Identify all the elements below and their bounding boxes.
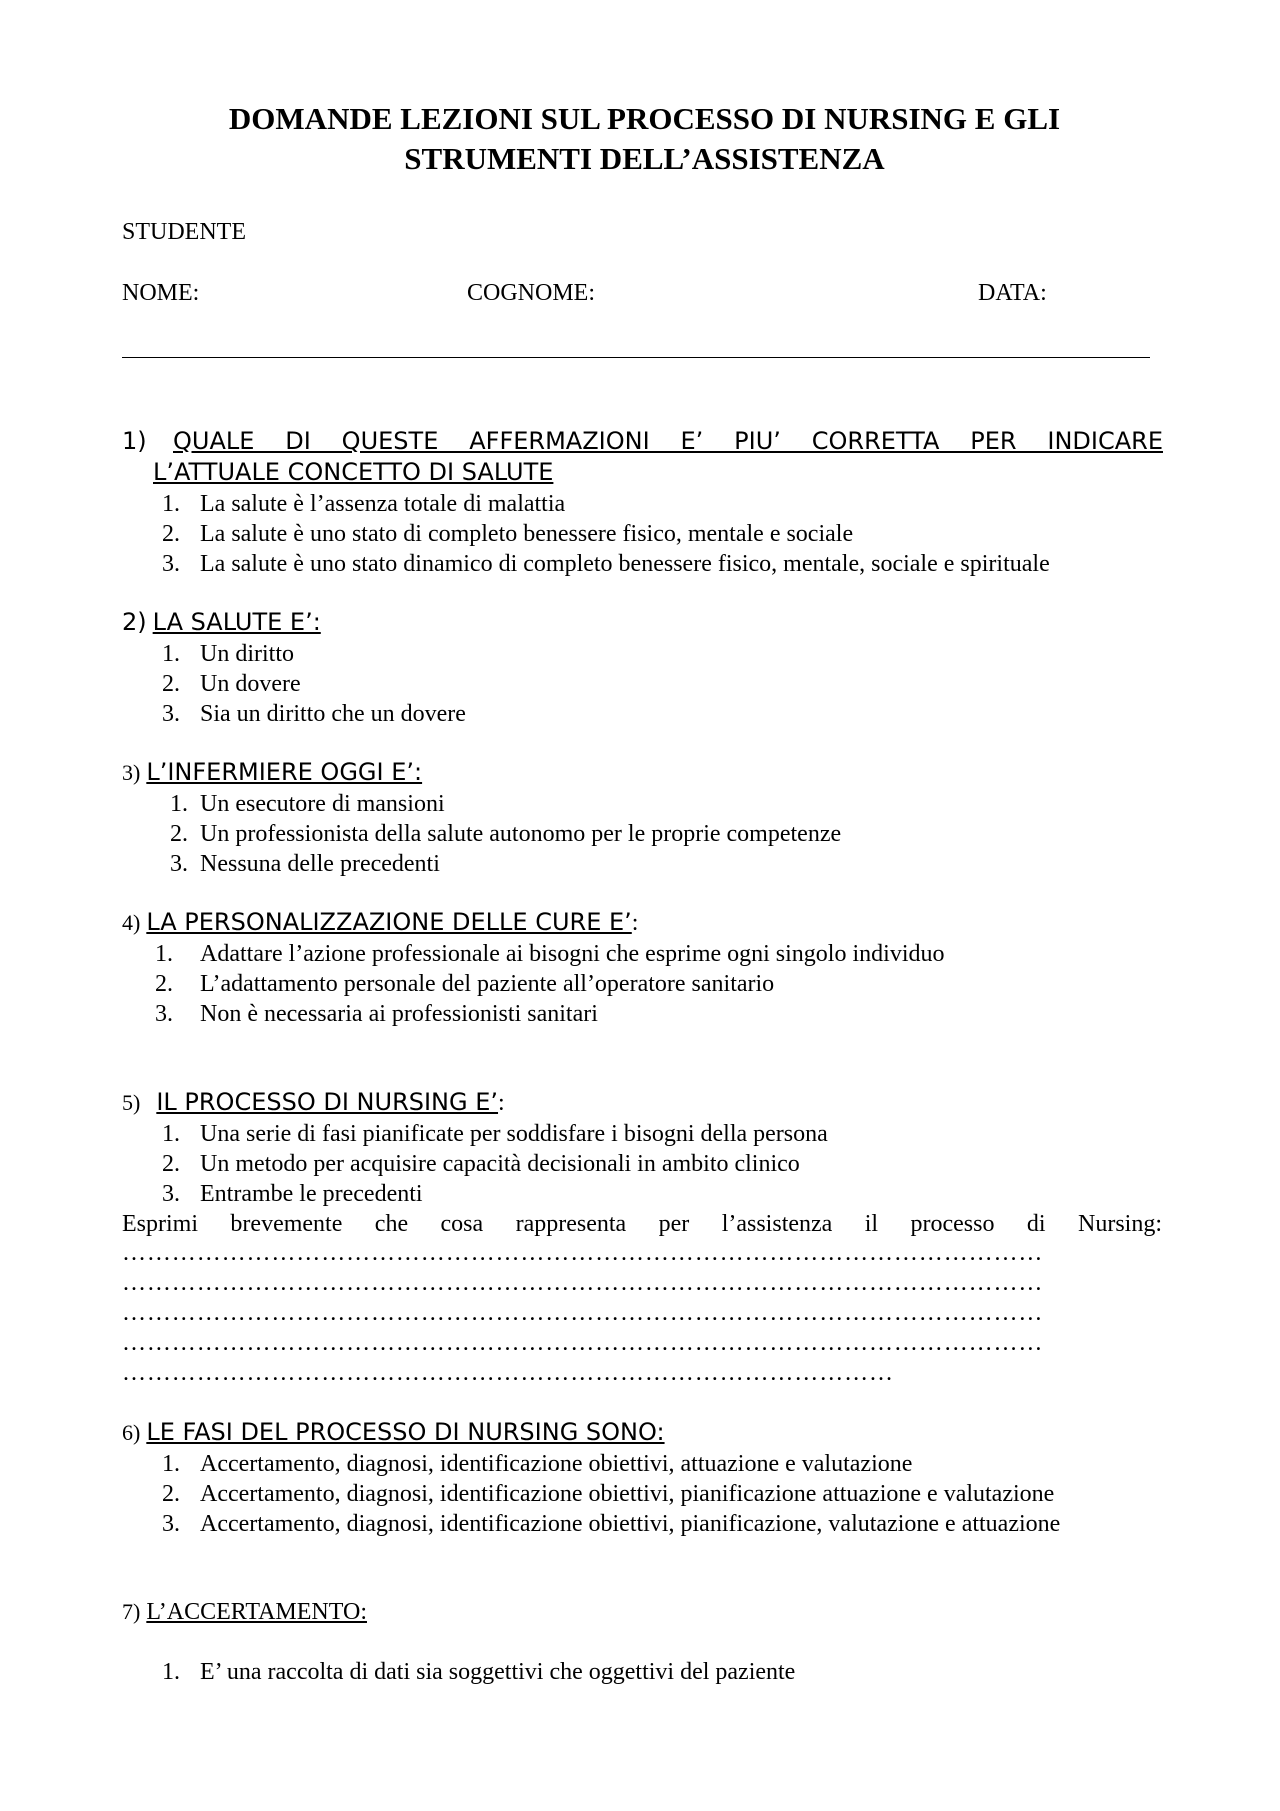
answer-line-4[interactable]: ………………………………………………………………………………………………… <box>122 1330 1044 1356</box>
document-title-line-2: STRUMENTI DELL’ASSISTENZA <box>404 141 885 176</box>
answer-line-2[interactable]: ………………………………………………………………………………………………… <box>122 1270 1044 1296</box>
question-5-prompt: Esprimi brevemente che cosa rappresenta per l’assistenza il processo di Nursing: <box>122 1211 1162 1237</box>
question-4-heading: 4) LA PERSONALIZZAZIONE DELLE CURE E’: <box>122 908 639 936</box>
question-6-heading: 6) LE FASI DEL PROCESSO DI NURSING SONO: <box>122 1418 665 1446</box>
header-separator <box>122 357 1150 358</box>
document-page: DOMANDE LEZIONI SUL PROCESSO DI NURSING E GLI STRUMENTI DELL’ASSISTENZA STUDENTE NOME: COGNOME: DATA: 1) QUALE DI QUESTE AFFERMAZIONI E’ PIU’ CORRETTA PER INDICARE L’ATTUALE CONCETTO DI SALUTE 1. La salute è l’assenza totale di malattia 2. La salute è uno stato di completo benessere fisico, mentale e sociale 3. La salute è uno stato dinamico di completo benessere fisico, mentale, sociale e spirituale 2) LA SALUTE E’: 1. Un diritto 2. Un dovere 3. Sia un diritto che un dovere 3) L’INFERMIERE OGGI E’: 1. Un esecutore di mansioni 2. Un professionista della salute autonomo per le proprie competenze 3. Nessuna delle precedenti 4) LA PERSONALIZZAZIONE DELLE CURE E’: 1. Adattare l’azione professionale ai bisogni che esprime ogni singolo individuo 2. L’adattamento personale del paziente all’operatore sanitario 3. Non è necessaria ai professionisti sanitari 5) IL PROCESSO DI NURSING E’: 1. Una serie di fasi pianificate per soddisfare i bisogni della persona 2. Un metodo per acquisire capacità decisionali in ambito clinico 3. Entrambe le precedenti Esprimi brevemente che cosa rappresenta per l’assistenza il processo di Nursing: ………………………………………………………………………………………………… ………………………………………………………………………………………………… ………………………………………………………………………………………………… ………………………………………………………………………………………………… ………………………………………………………………………………… 6) LE FASI DEL PROCESSO DI NURSING SONO: 1. Accertamento, diagnosi, identificazione obiettivi, attuazione e valutazione 2. Accertamento, diagnosi, identificazione obiettivi, pianificazione attuazione e valutazione 3. Accertamento, diagnosi, identificazione obiettivi, pianificazione, valutazione e attuazione 7) L’ACCERTAMENTO: 1. E’ una raccolta di dati sia soggettivi che oggettivi del paziente <box>0 0 1280 1811</box>
document-title-line-1: DOMANDE LEZIONI SUL PROCESSO DI NURSING E GLI <box>228 101 1061 136</box>
answer-line-1[interactable]: ………………………………………………………………………………………………… <box>122 1240 1044 1266</box>
question-1-text-line-1: QUALE DI QUESTE AFFERMAZIONI E’ PIU’ CORRETTA PER INDICARE <box>173 427 1163 455</box>
student-label: STUDENTE <box>122 219 246 245</box>
surname-label: COGNOME: <box>467 280 596 306</box>
question-2-heading: 2) LA SALUTE E’: <box>122 608 321 636</box>
answer-line-5[interactable]: ………………………………………………………………………………… <box>122 1360 894 1386</box>
question-7-heading: 7) L’ACCERTAMENTO: <box>122 1599 367 1625</box>
question-1-number: 1) <box>122 427 147 455</box>
question-5-heading: 5) IL PROCESSO DI NURSING E’: <box>122 1088 505 1116</box>
question-1-text-line-2: L’ATTUALE CONCETTO DI SALUTE <box>153 458 554 486</box>
name-label: NOME: <box>122 280 200 306</box>
question-3-heading: 3) L’INFERMIERE OGGI E’: <box>122 758 423 786</box>
answer-line-3[interactable]: ………………………………………………………………………………………………… <box>122 1300 1044 1326</box>
date-label: DATA: <box>978 280 1047 306</box>
